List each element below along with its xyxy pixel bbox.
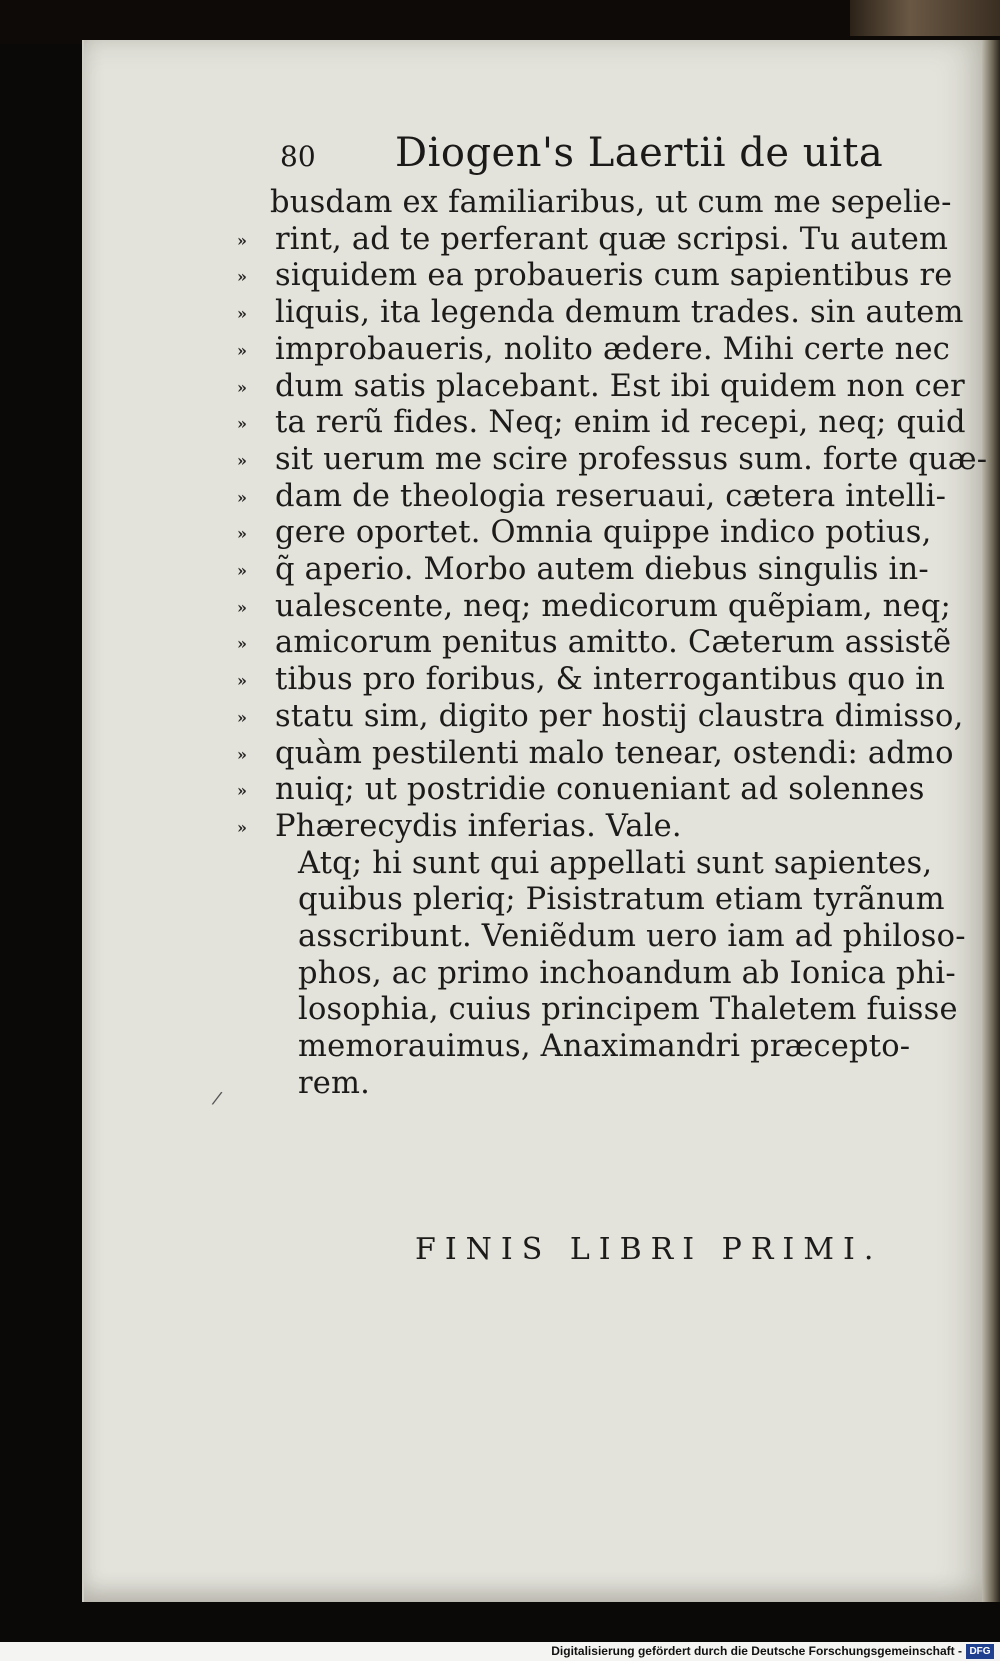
running-title: Diogen's Laertii de uita bbox=[395, 130, 884, 176]
line-text: quibus pleriq; Pisistratum etiam tyrãnum bbox=[298, 882, 945, 918]
page-header bbox=[280, 128, 884, 178]
text-line bbox=[237, 221, 949, 257]
line-text: phos, ac primo inchoandum ab Ionica phi- bbox=[298, 955, 956, 991]
text-line bbox=[237, 515, 932, 551]
line-text: amicorum penitus amitto. Cæterum assistẽ bbox=[275, 625, 952, 661]
quote-mark: » bbox=[237, 230, 248, 250]
quote-mark: » bbox=[237, 561, 248, 580]
text-line bbox=[298, 846, 932, 881]
text-line bbox=[237, 478, 947, 514]
text-line bbox=[237, 552, 929, 587]
text-line bbox=[298, 882, 945, 917]
text-line bbox=[237, 368, 965, 404]
line-text: rem. bbox=[298, 1065, 371, 1101]
text-line bbox=[298, 1066, 370, 1101]
quote-mark: » bbox=[237, 817, 248, 837]
footer-bar bbox=[0, 1642, 1000, 1661]
footer-credit: Digitalisierung gefördert durch die Deutsche Forschungsgemeinschaft - bbox=[551, 1644, 962, 1658]
book-edge bbox=[850, 0, 1000, 36]
line-text: improbaueris, nolito ædere. Mihi certe nec bbox=[275, 331, 950, 367]
line-text: Atq; hi sunt qui appellati sunt sapientes, bbox=[298, 845, 933, 881]
quote-mark: » bbox=[237, 597, 248, 617]
dfg-logo: DFG bbox=[966, 1644, 994, 1659]
text-line bbox=[237, 698, 964, 734]
text-line bbox=[237, 295, 964, 331]
text-line bbox=[298, 956, 956, 991]
quote-mark: » bbox=[237, 377, 248, 397]
text-line bbox=[298, 992, 958, 1027]
text-line bbox=[237, 331, 950, 367]
quote-mark: » bbox=[237, 634, 248, 654]
line-text: sit uerum me scire professus sum. forte quæ- bbox=[275, 441, 988, 477]
text-line bbox=[237, 772, 925, 808]
line-text: liquis, ita legenda demum trades. sin autem bbox=[275, 295, 964, 331]
line-text: q̃ aperio. Morbo autem diebus singulis in- bbox=[275, 552, 929, 587]
line-text: tibus pro foribus, & interrogantibus quo in bbox=[275, 662, 946, 698]
text-line bbox=[298, 919, 966, 954]
text-line bbox=[270, 185, 952, 220]
quote-mark: » bbox=[237, 744, 248, 764]
margin-mark: / bbox=[210, 1087, 224, 1110]
quote-mark: » bbox=[237, 267, 248, 287]
line-text: siquidem ea probaueris cum sapientibus re bbox=[275, 258, 953, 294]
line-text: asscribunt. Veniẽdum uero iam ad philoso- bbox=[298, 919, 966, 954]
text-line bbox=[237, 662, 946, 698]
quote-mark: » bbox=[237, 340, 248, 360]
quote-mark: » bbox=[237, 707, 248, 727]
line-text: busdam ex familiaribus, ut cum me sepelie- bbox=[270, 185, 952, 220]
line-text: gere oportet. Omnia quippe indico potius, bbox=[275, 515, 932, 551]
line-text: nuiq; ut postridie conueniant ad solennes bbox=[275, 772, 925, 808]
quote-mark: » bbox=[237, 781, 248, 801]
quote-mark: » bbox=[237, 487, 248, 507]
finis-libri: FINIS LIBRI PRIMI. bbox=[415, 1232, 883, 1267]
quote-mark: » bbox=[237, 524, 248, 544]
line-text: rint, ad te perferant quæ scripsi. Tu autem bbox=[275, 221, 949, 257]
text-line bbox=[237, 405, 966, 441]
line-text: memorauimus, Anaximandri præcepto- bbox=[298, 1029, 911, 1065]
quote-mark: » bbox=[237, 450, 248, 470]
text-line bbox=[237, 625, 952, 661]
quote-mark: » bbox=[237, 304, 248, 324]
line-text: quàm pestilenti malo tenear, ostendi: admo bbox=[275, 735, 954, 771]
text-line bbox=[237, 441, 988, 477]
text-line bbox=[237, 735, 954, 771]
text-line bbox=[298, 1029, 910, 1064]
line-text: ualescente, neq; medicorum quẽpiam, neq; bbox=[275, 588, 951, 624]
text-line bbox=[237, 258, 953, 294]
quote-mark: » bbox=[237, 671, 248, 691]
bottom-dark-edge bbox=[0, 1602, 1000, 1642]
line-text: ta rerũ fides. Neq; enim id recepi, neq; quid bbox=[275, 405, 966, 441]
text-line bbox=[237, 808, 682, 844]
page-number: 80 bbox=[280, 140, 316, 173]
line-text: dam de theologia reseruaui, cætera intelli- bbox=[275, 478, 947, 514]
line-text: dum satis placebant. Est ibi quidem non cer bbox=[275, 368, 965, 404]
page-gutter-shadow bbox=[982, 40, 1000, 1602]
line-text: Phærecydis inferias. Vale. bbox=[275, 808, 682, 844]
line-text: statu sim, digito per hostij claustra dimisso, bbox=[275, 698, 964, 734]
quote-mark: » bbox=[237, 414, 248, 434]
line-text: losophia, cuius principem Thaletem fuisse bbox=[298, 992, 958, 1028]
text-line bbox=[237, 588, 951, 624]
